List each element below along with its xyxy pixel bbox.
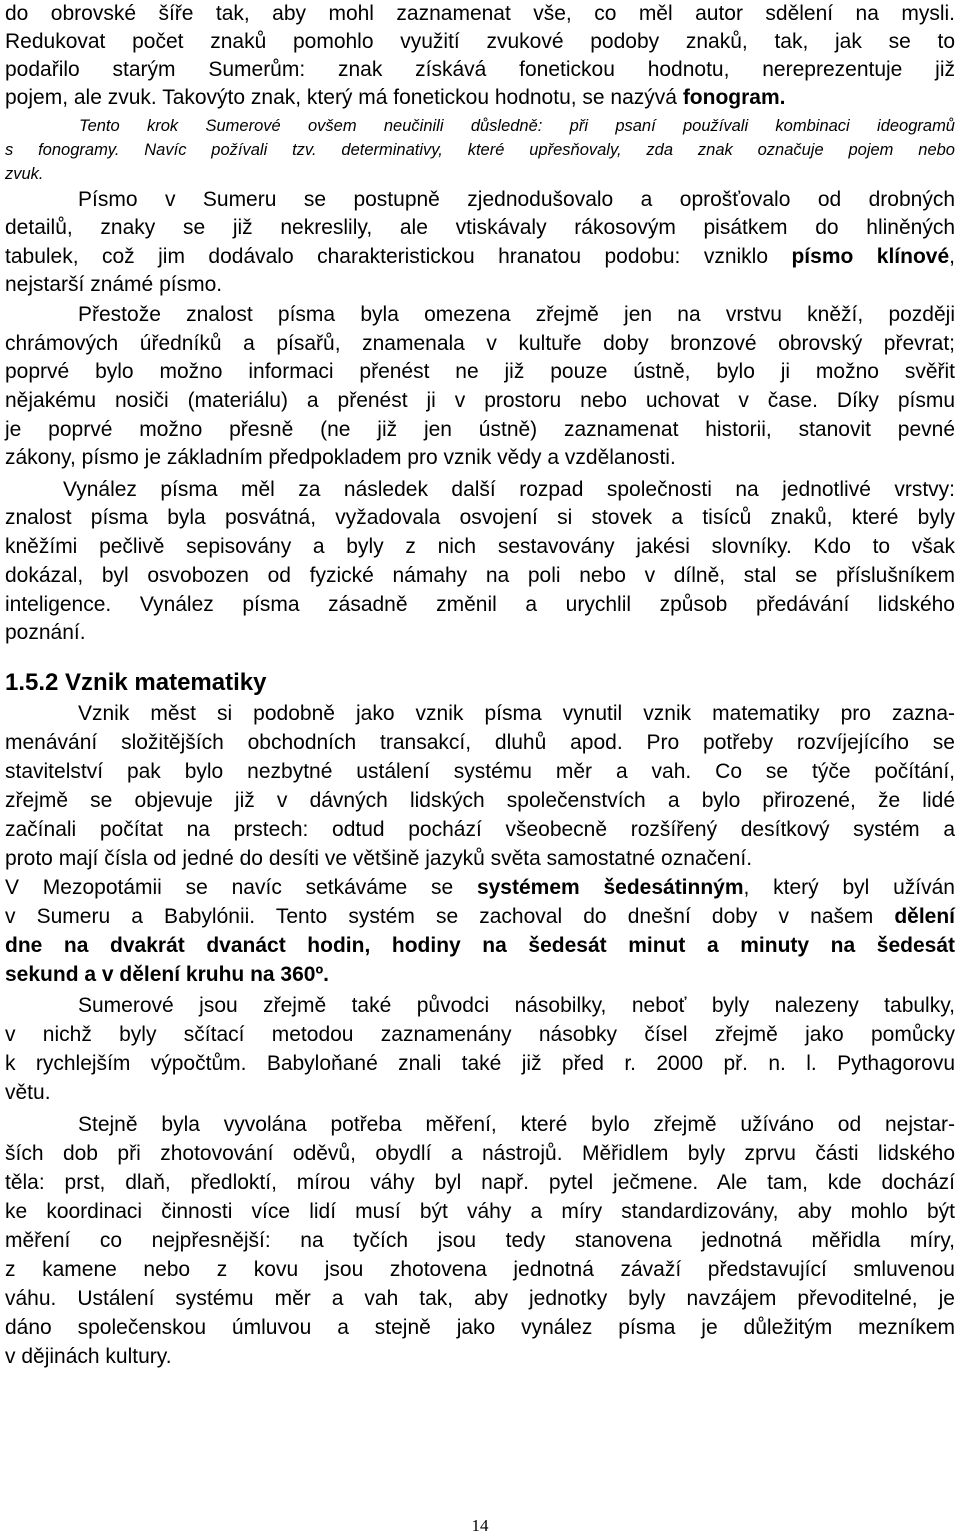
text-line: poznání. xyxy=(5,621,86,644)
term-fonogram: fonogram xyxy=(682,86,780,109)
text-line: dáno společenskou úmluvou a stejně jako vynález písma je důležitým mezníkem xyxy=(5,1316,955,1339)
term-system-sedesatinny: systémem šedesátinným xyxy=(476,876,744,899)
text-line: je poprvé možno přesně (ne již jen ústně) zaznamenat historii, stanovit pevné xyxy=(5,418,955,441)
text-line: Redukovat počet znaků pomohlo využití zvukové podoby znaků, tak, jak se to xyxy=(5,30,955,53)
text-line: detailů, znaky se již nekreslily, ale vtiskávaly rákosovým pisátkem do hliněných xyxy=(5,216,955,239)
text-line: poprvé bylo možno informaci přenést ne již pouze ústně, bylo ji možno svěřit xyxy=(5,360,955,383)
text-line: podařilo starým Sumerům: znak získává fonetickou hodnotu, nereprezentuje již xyxy=(5,58,955,81)
text-line: váhu. Ustálení systému měr a vah tak, aby jednotky byly navzájem převoditelné, je xyxy=(5,1287,955,1310)
text-line xyxy=(5,84,955,112)
text-line: do obrovské šíře tak, aby mohl zaznamenat vše, co měl autor sdělení na mysli. xyxy=(5,2,955,25)
text-line: zákony, písmo je základním předpokladem pro vznik vědy a vzdělanosti. xyxy=(5,446,676,469)
text-line: proto mají čísla od jedné do desíti ve většině jazyků světa samostatné označení. xyxy=(5,847,753,870)
text-line: Vznik měst si podobně jako vznik písma vynutil vznik matematiky pro zazna- xyxy=(78,702,955,725)
text-line: menávání složitějších obchodních transakcí, dluhů apod. Pro potřeby rozvíjejícího se xyxy=(5,731,955,754)
text-line: inteligence. Vynález písma zásadně změnil a urychlil způsob předávání lidského xyxy=(5,593,955,616)
note-line: Tento krok Sumerové ovšem neučinili důsledně: při psaní používali kombinaci ideogramů xyxy=(79,117,955,135)
text-span: , xyxy=(949,245,955,268)
text-line: stavitelství pak bylo nezbytné ustálení systému měr a vah. Co se týče počítání, xyxy=(5,760,955,783)
text-line xyxy=(5,903,955,931)
text-span: v Sumeru a Babylónii. Tento systém se zachoval do dnešní doby v našem xyxy=(5,905,895,928)
text-line: v dějinách kultury. xyxy=(5,1345,172,1368)
note-line: zvuk. xyxy=(5,165,44,183)
text-line: větu. xyxy=(5,1081,51,1104)
section-heading: 1.5.2 Vznik matematiky xyxy=(5,669,267,696)
text-line: zřejmě se objevuje již v dávných lidských společenstvích a bylo přirozené, že lidé xyxy=(5,789,955,812)
text-line: Vynález písma měl za následek další rozpad společnosti na jednotlivé vrstvy: xyxy=(63,478,955,501)
text-line: Přestože znalost písma byla omezena zřejmě jen na vrstvu kněží, později xyxy=(78,303,955,326)
bold-span: dělení xyxy=(894,905,955,928)
text-span: pojem, ale zvuk. Takovýto znak, který má fonetickou hodnotu, se nazývá xyxy=(5,86,683,109)
note-line: s fonogramy. Navíc požívali tzv. determinativy, které upřesňovaly, zda znak označuje pojem nebo xyxy=(5,141,955,159)
text-line xyxy=(5,961,955,989)
text-span: , který byl užíván xyxy=(743,876,955,899)
text-line xyxy=(5,874,955,902)
text-line: měření co nejpřesnější: na tyčích jsou tedy stanovena jednotná měřidla míry, xyxy=(5,1229,955,1252)
text-line: ke koordinaci činnosti více lidí musí být váhy a míry standardizovány, aby mohlo být xyxy=(5,1200,955,1223)
text-line: Písmo v Sumeru se postupně zjednodušovalo a oprošťovalo od drobných xyxy=(78,188,955,211)
text-line: chrámových úředníků a písařů, znamenala v kultuře doby bronzové obrovský převrat; xyxy=(5,332,955,355)
text-span: tabulek, což jim dodávalo charakteristickou hranatou podobu: vzniklo xyxy=(5,245,792,268)
text-line: nějakému nosiči (materiálu) a přenést ji v prostoru nebo uchovat v čase. Díky písmu xyxy=(5,389,955,412)
text-span: . xyxy=(779,86,786,109)
text-line: dokázal, byl osvobozen od fyzické námahy na poli nebo v dílně, stal se příslušníkem xyxy=(5,564,955,587)
text-line: kněžími pečlivě sepisovány a byly z nich sestavovány jakési slovníky. Kdo to však xyxy=(5,535,955,558)
text-line: v nichž byly sčítací metodou zaznamenány násobky čísel zřejmě jako pomůcky xyxy=(5,1023,955,1046)
bold-span: sekund a v dělení kruhu na 360º. xyxy=(5,963,329,986)
text-line: Stejně byla vyvolána potřeba měření, které bylo zřejmě užíváno od nejstar- xyxy=(78,1113,955,1136)
bold-span: dne na dvakrát dvanáct hodin, hodiny na šedesát minut a minuty na šedesát xyxy=(5,934,955,957)
text-line: začínali počítat na prstech: odtud pochází všeobecně rozšířený desítkový systém a xyxy=(5,818,955,841)
text-span: V Mezopotámii se navíc setkáváme se xyxy=(5,876,477,899)
text-line: z kamene nebo z kovu jsou zhotovena jednotná závaží představující smluvenou xyxy=(5,1258,955,1281)
text-line: ších dob při zhotovování oděvů, obydlí a nástrojů. Měřidlem byly zprvu části lidského xyxy=(5,1142,955,1165)
text-line: k rychlejším výpočtům. Babyloňané znali také již před r. 2000 př. n. l. Pythagorovu xyxy=(5,1052,955,1075)
text-line: Sumerové jsou zřejmě také původci násobilky, neboť byly nalezeny tabulky, xyxy=(78,994,955,1017)
text-line xyxy=(5,932,955,960)
text-line: těla: prst, dlaň, předloktí, mírou váhy byl např. pytel ječmene. Ale tam, kde dochází xyxy=(5,1171,955,1194)
text-line: znalost písma byla posvátná, vyžadovala osvojení si stovek a tisíců znaků, které byly xyxy=(5,506,955,529)
text-line: nejstarší známé písmo. xyxy=(5,273,223,296)
term-pismo-klinove: písmo klínové xyxy=(791,245,950,268)
page-number: 14 xyxy=(471,1516,489,1535)
text-line xyxy=(5,243,955,271)
